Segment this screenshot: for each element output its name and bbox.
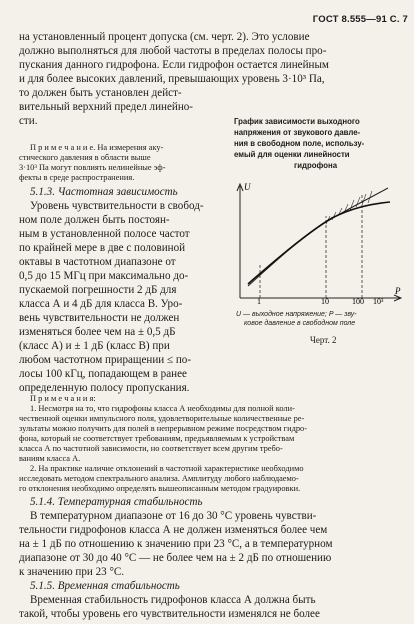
measured-curve — [248, 202, 390, 284]
section-line: к значению при 23 °С. — [19, 566, 125, 578]
notes-line: 2. На практике наличие отклонений в частотной характеристике необходимо — [30, 464, 304, 473]
section-line: диапазоне от 30 до 40 °С — не более чем на ± 2 дБ по отношению — [19, 552, 332, 564]
section-line: пускаемой погрешности 2 дБ для — [19, 284, 177, 296]
intro-line: должно выполняться для любой частоты в пределах полосы про- — [19, 45, 327, 57]
notes-line: го отклонения необходимо определять вышеописанным методом градуировки. — [19, 484, 301, 493]
notes-line: класса А по частотной зависимости, но соответствует всем другим требо- — [19, 444, 283, 453]
section-line: Уровень чувствительности в свобод- — [30, 200, 204, 212]
section-line: класса А и 4 дБ для класса В. Уро- — [19, 298, 183, 310]
section-line: вень чувствительности не должен — [19, 312, 180, 324]
intro-line: пускания данного гидрофона. Если гидрофон остается линейным — [19, 59, 329, 71]
page-header: ГОСТ 8.555—91 С. 7 — [312, 14, 408, 25]
figure-title-line: ния в свободном поле, использу- — [234, 139, 365, 148]
tick-label: 100 — [352, 297, 364, 304]
tick-label: 10 — [321, 297, 329, 304]
section-title: 5.1.4. Температурная стабильность — [30, 496, 203, 508]
tick-label: 10³ — [373, 297, 384, 304]
note-line: фекты в среде распространения. — [19, 173, 135, 182]
section-line: на ± 1 дБ по отношению к значению при 23 °С, а в температурном — [19, 538, 333, 550]
x-axis-label: P — [395, 286, 401, 296]
section-title: 5.1.3. Частотная зависимость — [30, 186, 178, 198]
note-line: стического давления в области выше — [19, 153, 151, 162]
intro-line: то должен быть установлен дейст- — [19, 87, 182, 99]
intro-line: и для более высоких давлений, превышающих уровень 3·10³ Па, — [19, 73, 325, 85]
section-line: В температурном диапазоне от 16 до 30 °С уровень чувстви- — [30, 510, 317, 522]
notes-line: чественной оценки импульсного поля, удовлетворительные количественные ре- — [19, 414, 305, 423]
tick-label: 1 — [257, 297, 261, 304]
notes-line: П р и м е ч а н и я: — [30, 394, 96, 403]
figure-label: Черт. 2 — [310, 335, 337, 345]
section-line: по крайней мере в две с половиной — [19, 242, 186, 254]
section-title: 5.1.5. Временная стабильность — [30, 580, 180, 592]
section-line: лосы 100 кГц, попадающем в ранее — [19, 368, 187, 380]
section-line: изменяться более чем на ± 0,5 дБ — [19, 326, 176, 338]
ideal-curve — [248, 188, 388, 286]
figure-title-line: График зависимости выходного — [234, 117, 360, 126]
section-line: 0,5 до 15 МГц при максимально до- — [19, 270, 189, 282]
section-line: (класс А) и ± 1 дБ (класс В) при — [19, 340, 170, 352]
y-axis-label: U — [244, 182, 251, 192]
notes-line: зультаты можно получить для полей в непрерывном режиме посредством гидро- — [19, 424, 307, 433]
section-line: определенную полосу пропускания. — [19, 382, 190, 394]
linearity-graph — [228, 176, 414, 304]
notes-line: ваниям класса А. — [19, 454, 81, 463]
intro-line: вительный верхний предел линейно- — [19, 101, 194, 113]
section-line: ном поле должен быть постоян- — [19, 214, 170, 226]
section-line: тельности гидрофонов класса А не должен изменяться более чем — [19, 524, 328, 536]
notes-line: исследовать методом спектрального анализа. Амплитуду любого наблюдаемо- — [19, 474, 299, 483]
figure-title-line: напряжения от звукового давле- — [234, 128, 361, 137]
section-line: любом частотном приращении ≤ по- — [19, 354, 192, 366]
figure-caption-line: U — выходное напряжение; P — зву- — [236, 311, 357, 318]
figure-caption-line: ковое давление в свободном поле — [244, 320, 356, 327]
tolerance-band — [326, 191, 372, 224]
note-line: П р и м е ч а н и е. На измерения аку- — [30, 143, 164, 152]
intro-line: сти. — [19, 115, 38, 127]
intro-line: на установленный процент допуска (см. черт. 2). Это условие — [19, 31, 310, 43]
section-line: Временная стабильность гидрофонов класса А должна быть — [30, 594, 316, 606]
section-line: октавы в частотном диапазоне от — [19, 256, 176, 268]
figure-title-line: емый для оценки линейности — [234, 150, 350, 159]
notes-line: фона, который не соответствует требованиям, предъявляемым к устройствам — [19, 434, 295, 443]
notes-line: 1. Несмотря на то, что гидрофоны класса А необходимы для полной коли- — [30, 404, 295, 413]
figure-title-line: гидрофона — [294, 161, 338, 170]
note-line: 3·10³ Па могут повлиять нелинейные эф- — [19, 163, 166, 172]
section-line: такой, чтобы уровень его чувствительности изменялся не более — [19, 608, 320, 620]
section-line: ным в установленной полосе частот — [19, 228, 190, 240]
